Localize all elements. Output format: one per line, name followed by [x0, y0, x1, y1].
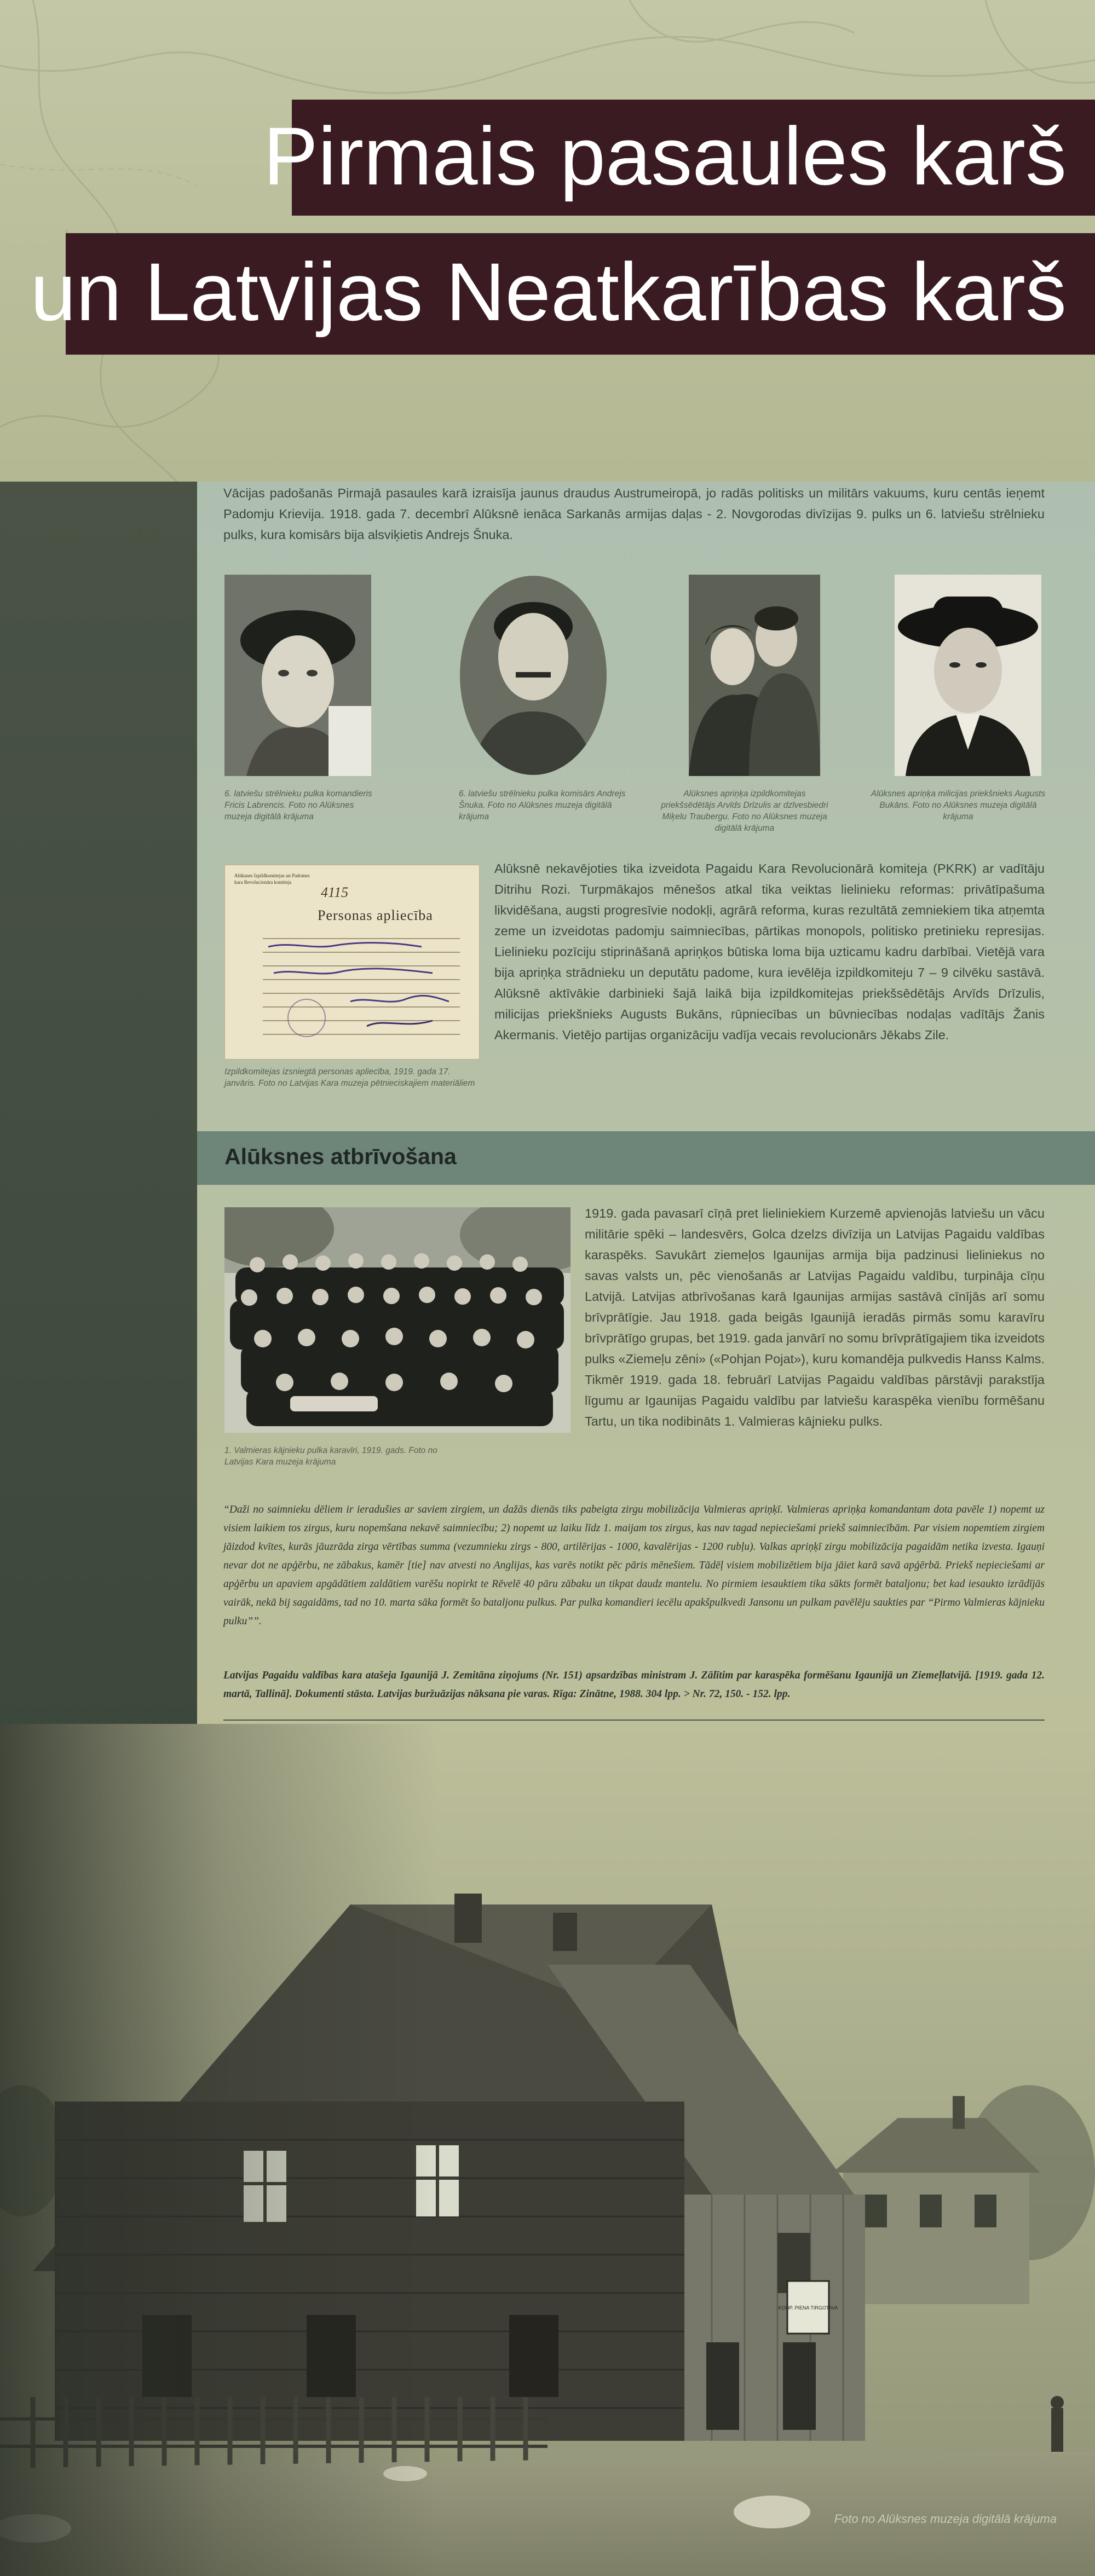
document-number: 4115	[321, 884, 349, 900]
portrait-caption-1: 6. latviešu strēlnieku pulka komandieris Fricis Labrencis. Foto no Alūksnes muzeja digitālā krājuma	[224, 789, 372, 821]
group-photo	[224, 1207, 570, 1433]
title-bar-line1	[263, 100, 1095, 216]
document-photo	[224, 865, 480, 1060]
intro-paragraph: Vācijas padošanās Pirmajā pasaules karā izraisīja jaunus draudus Austrumeiropā, jo radās politisks un militārs vakuums, kuru centās ieņemt Padomju Krievija. 1918. gada 7. decembrī Alūksnē ienāca Sarkanās armijas daļas - 2. Novgorodas divīzijas 9. pulks un 6. latviešu strēlnieku pulks, kura komisārs bija alsviķietis Andrejs Šnuka.	[223, 486, 1045, 542]
portrait-caption-3: Alūksnes apriņķa izpildkomitejas priekšsēdētājs Arvīds Drīzulis ar dzīvesbiedri Miķelu Traubergu. Foto no Alūksnes muzeja digitālā krājuma	[661, 789, 828, 833]
page-title-line2: un Latvijas Neatkarības karš	[30, 246, 1067, 338]
pkrk-paragraph: Alūksnē nekavējoties tika izveidota Pagaidu Kara Revolucionārā komiteja (PKRK) ar vadītāju Ditrihu Rozi. Turpmākajos mēnešos atkal tika veiktas lielinieku reformas: privātīpašuma likvidēšana, augsti progresīvie nodokļi, agrārā reforma, kuras rezultātā zemniekiem tika atņemta zeme un izveidotas padomju saimniecības, pārtikas monopols, politisko pretinieku represijas. Lielinieku pozīciju stiprināšanā apriņķos būtiska loma bija uzticamu kadru darbībai. Vietējā vara bija apriņķa strādnieku un deputātu padome, kura ievēlēja izpildkomiteju 7 – 9 cilvēku sastāvā. Alūksnē aktīvākie darbinieki šajā laikā bija izpildkomitejas priekšsēdētājs Arvīds Drīzulis, milicijas priekšnieks Augusts Bukāns, rūpniecības un būvniecības nodaļas vadītājs Žanis Akermanis. Vietējo partijas organizāciju vadīja vecais revolucionārs Jēkabs Zile.	[494, 861, 1045, 1042]
portrait-photo-1	[224, 575, 371, 776]
house-photo	[0, 1724, 1095, 2576]
portrait-photo-3	[689, 575, 820, 776]
page-title-line1: Pirmais pasaules karš	[263, 110, 1067, 202]
portrait-caption-4: Alūksnes apriņķa milicijas priekšnieks Augusts Bukāns. Foto no Alūksnes muzeja digitālā krājuma	[871, 789, 1046, 821]
document-caption: Izpildkomitejas izsniegtā personas apliecība, 1919. gada 17. janvāris. Foto no Latvijas Kara muzeja pētnieciskajiem materiāliem	[224, 1067, 475, 1088]
quote-text: “Daži no saimnieku dēliem ir ieradušies ar saviem zirgiem, un dažās dienās tiks pabeigta zirgu mobilizācija Valmieras apriņķī. Valmieras apriņķa komandantam dota pavēle 1) nopemt uz visiem laikiem tos zirgus, kuru nopemšana nekavē saimniecību; 2) nopemt uz laiku līdz 1. maijam tos zirgus, kas nav tagad nepieciešami priekš saimniecībām. Par visiem nopemtiem zirgiem jāizdod kvītes, kurās jāuzrāda zirga vērtības summa (vezumnieku zirgs - 800, artilērijas - 1000, kavalērijas - 1200 rubļu). Valkas apriņķī zirgu mobilizācija pagaidām netika izvesta. Igauņi nevar dot ne apģērbu, ne zābakus, kamēr [tie] nav atvesti no Anglijas, kas varēs notikt pēc pāris mēnešiem. Tādēļ visiem mobilizētiem bija jāiet karā savā apģērbā. Priekš nepieciešami ar apģērbu un apaviem apgādātiem zaldātiem varēšu nopirkt te Rēvelē 40 pāru zābaku un tikpat daudz mantelu. No pirmiem iesauktiem tika sākts formēt bataljonu; bet kad iesaukto izrādījās vairāk, nekā bij sagaidāms, tad no 10. marta sāka formēt šo bataljonu pulkus. Par pulka komandieri iecēlu apakšpulkvedi Jansonu un pulkam pavēlēju saukties par “Pirmo Valmieras kājnieku pulku””.	[223, 1504, 1045, 1627]
portrait-caption-2: 6. latviešu strēlnieku pulka komisārs Andrejs Šnuka. Foto no Alūksnes muzeja digitālā krājuma	[459, 789, 626, 821]
liberation-paragraph: 1919. gada pavasarī cīņā pret lieliniekiem Kurzemē apvienojās latviešu un vācu militārie spēki – landesvērs, Golca dzelzs divīzija un Latvijas Pagaidu valdības karaspēks. Savukārt ziemeļos Igaunijas armija bija padzinusi lieliniekus no savas valsts un, pēc vienošanās ar Latvijas Pagaidu valdību, turpināja cīņu Latvijā. Latvijas atbrīvošanas karā Igaunijas armijas sastāvā cīnījās arī somu brīvprātīgie. Jau 1918. gada beigās Igaunijā ieradās pirmās somu karavīru brīvprātīgo grupas, bet 1919. gada janvārī no somu brīvprātīgajiem tika izveidots pulks «Ziemeļu zēni» («Pohjan Pojat»), kuru komandēja pulkvedis Hanss Kalms. Tikmēr 1919. gada 18. februārī Latvijas Pagaidu valdības pārstāvji parakstīja līgumu ar Igaunijas Pagaidu valdību par latviešu karaspēka vienību formēšanu Tartu, un tika nodibināts 1. Valmieras kājnieku pulks.	[585, 1206, 1045, 1428]
group-photo-caption: 1. Valmieras kājnieku pulka karavīri, 1919. gads. Foto no Latvijas Kara muzeja krājuma	[224, 1446, 437, 1467]
quote-divider	[223, 1720, 1045, 1721]
bottom-photo-credit: Foto no Alūksnes muzeja digitālā krājuma	[834, 2512, 1057, 2526]
title-bar-line2	[30, 233, 1095, 355]
document-header: Alūksnes Izpildkomitejas un Padomes kara Revolucionāra komiteja	[234, 873, 310, 885]
quote-source: Latvijas Pagaidu valdības kara atašeja Igaunijā J. Zemitāna ziņojums (Nr. 151) apsardzības ministram J. Zālītim par karaspēka formēšanu Igaunijā un Ziemeļlatvijā. [1919. gada 12. martā, Tallinā]. Dokumenti stāsta. Latvijas buržuāzijas nāksana pie varas. Rīga: Zinātne, 1988. 304 lpp. > Nr. 72, 150. - 152. lpp.	[223, 1670, 1045, 1700]
document-title: Personas apliecība	[318, 907, 433, 923]
section-title: Alūksnes atbrīvošana	[224, 1144, 457, 1169]
portrait-photo-2	[459, 575, 608, 776]
portrait-photo-4	[895, 575, 1041, 776]
